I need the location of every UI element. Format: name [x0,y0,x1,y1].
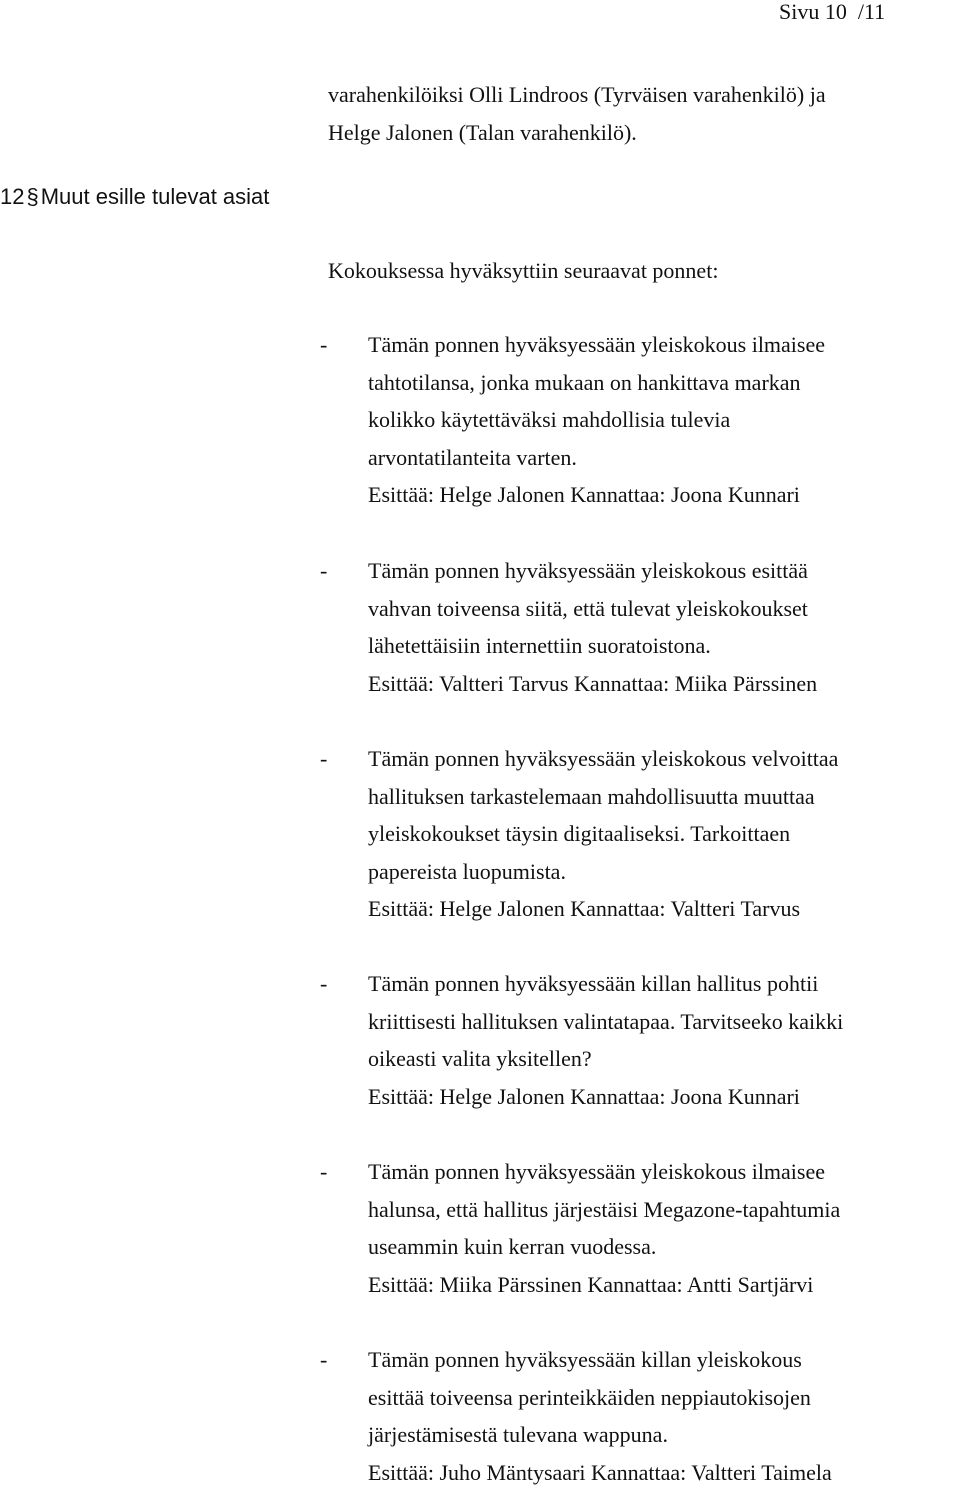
text-line: vahvan toiveensa siitä, että tulevat yleiskokoukset [368,590,817,628]
motion-item [320,1341,832,1491]
motion-proposer: Esittää: Helge Jalonen Kannattaa: Joona Kunnari [368,1078,843,1116]
motion-item [320,740,838,928]
list-dash: - [320,1341,327,1379]
text-line: Tämän ponnen hyväksyessään yleiskokous ilmaisee [368,326,825,364]
text-line: tahtotilansa, jonka mukaan on hankittava markan [368,364,825,402]
motion-item [320,1153,840,1303]
motion-body [368,552,817,702]
motion-body [368,740,838,928]
section-heading [0,180,269,214]
text-line: Tämän ponnen hyväksyessään yleiskokous esittää [368,552,817,590]
text-line: lähetettäisiin internettiin suoratoistona. [368,627,817,665]
text-line: yleiskokoukset täysin digitaaliseksi. Tarkoittaen [368,815,838,853]
list-dash: - [320,552,327,590]
text-line: Tämän ponnen hyväksyessään yleiskokous ilmaisee [368,1153,840,1191]
text-line: useammin kuin kerran vuodessa. [368,1228,840,1266]
text-line: esittää toiveensa perinteikkäiden neppiautokisojen [368,1379,832,1417]
list-dash: - [320,326,327,364]
motion-proposer: Esittää: Miika Pärssinen Kannattaa: Antti Sartjärvi [368,1266,840,1304]
motion-item [320,326,825,514]
text-line: oikeasti valita yksitellen? [368,1040,843,1078]
list-dash: - [320,1153,327,1191]
text-line: papereista luopumista. [368,853,838,891]
section-title: Muut esille tulevat asiat [41,184,270,209]
text-line: Helge Jalonen (Talan varahenkilö). [328,114,826,152]
text-line: varahenkilöiksi Olli Lindroos (Tyrväisen varahenkilö) ja [328,76,826,114]
section-sign-icon: § [26,180,38,214]
text-line: Tämän ponnen hyväksyessään yleiskokous velvoittaa [368,740,838,778]
motion-proposer: Esittää: Juho Mäntysaari Kannattaa: Valtteri Taimela [368,1454,832,1491]
text-line: hallituksen tarkastelemaan mahdollisuutta muuttaa [368,778,838,816]
motion-proposer: Esittää: Helge Jalonen Kannattaa: Joona Kunnari [368,476,825,514]
motions-intro: Kokouksessa hyväksyttiin seuraavat ponnet: [328,254,718,288]
list-dash: - [320,740,327,778]
text-line: kriittisesti hallituksen valintatapaa. Tarvitseeko kaikki [368,1003,843,1041]
section-number: 12 [0,184,24,209]
continuation-text [328,76,826,151]
text-line: kolikko käytettäväksi mahdollisia tulevia [368,401,825,439]
list-dash: - [320,965,327,1003]
text-line: järjestämisestä tulevana wappuna. [368,1416,832,1454]
motion-item [320,965,843,1115]
page-number: Sivu 10 /11 [779,0,885,28]
text-line: Tämän ponnen hyväksyessään killan yleiskokous [368,1341,832,1379]
text-line: Tämän ponnen hyväksyessään killan hallitus pohtii [368,965,843,1003]
motion-body [368,1341,832,1491]
motion-body [368,1153,840,1303]
motion-body [368,965,843,1115]
motion-body [368,326,825,514]
motion-proposer: Esittää: Valtteri Tarvus Kannattaa: Miika Pärssinen [368,665,817,703]
motion-proposer: Esittää: Helge Jalonen Kannattaa: Valtteri Tarvus [368,890,838,928]
text-line: arvontatilanteita varten. [368,439,825,477]
text-line: halunsa, että hallitus järjestäisi Megazone-tapahtumia [368,1191,840,1229]
motion-item [320,552,817,702]
